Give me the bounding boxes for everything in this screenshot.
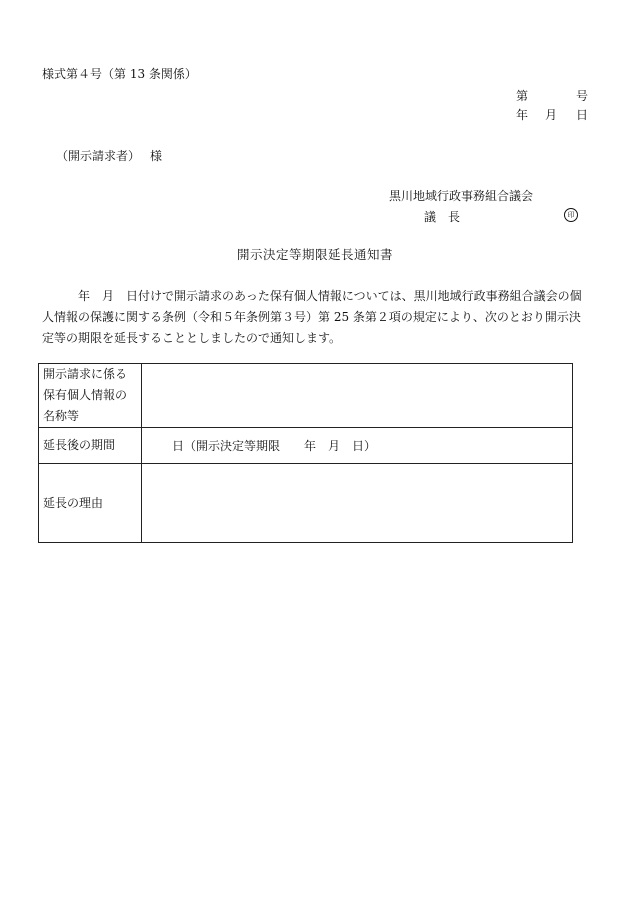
table-row-extended-period — [39, 428, 573, 464]
document-title: 開示決定等期限延長通知書 — [236, 247, 393, 262]
body-line: 人情報の保護に関する条例（令和５年条例第３号）第 25 条第２項の規定により、次のとおり開示決 — [42, 310, 581, 324]
value-extended-period: 日（開示決定等期限 年 月 日） — [142, 428, 573, 464]
label-extension-reason — [39, 464, 142, 543]
body-line: 定等の期限を延長することとしましたので通知します。 — [42, 331, 342, 345]
form-number: 様式第４号（第 13 条関係） — [42, 67, 197, 81]
label-line: 延長後の期間 — [43, 438, 116, 452]
label-extended-period — [39, 428, 142, 464]
detail-table — [38, 363, 573, 543]
document-number-prefix: 第 — [516, 89, 529, 103]
table-row-record-name — [39, 364, 573, 428]
document-number-suffix: 号 — [576, 89, 589, 103]
table-row-extension-reason — [39, 464, 573, 543]
label-record-name — [39, 364, 142, 428]
value-record-name — [142, 364, 573, 428]
label-line: 保有個人情報の — [43, 388, 128, 402]
label-line: 開示請求に係る — [43, 367, 128, 381]
label-line: 名称等 — [43, 409, 80, 423]
body-text — [42, 286, 602, 349]
date-month: 月 — [545, 108, 558, 122]
body-line: 年 月 日付けで開示請求のあった保有個人情報については、黒川地域行政事務組合議会の個 — [42, 289, 582, 303]
value-extension-reason — [142, 464, 573, 543]
label-line: 延長の理由 — [43, 495, 104, 510]
addressee-honorific: 様 — [150, 149, 163, 163]
addressee — [56, 148, 162, 164]
issuer-title: 議長 — [424, 210, 473, 224]
document-number — [516, 88, 589, 104]
addressee-name: （開示請求者） — [56, 149, 141, 163]
date-day: 日 — [576, 108, 589, 122]
seal-mark: 印 — [564, 208, 578, 222]
issuer-organization: 黒川地域行政事務組合議会 — [389, 189, 534, 203]
date-year: 年 — [516, 108, 529, 122]
